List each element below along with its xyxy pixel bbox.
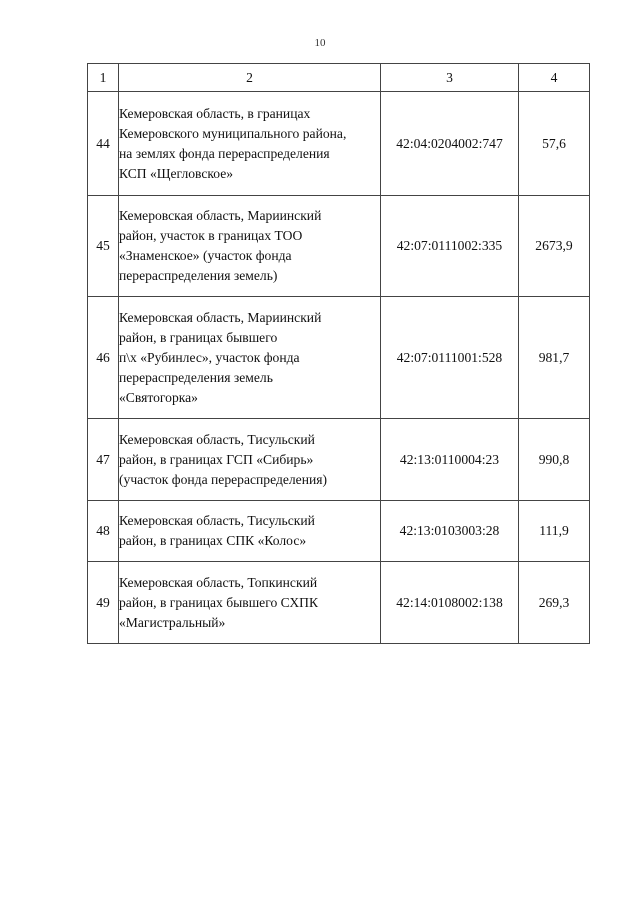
plot-area: 990,8 — [519, 419, 590, 501]
table-row — [88, 501, 590, 562]
table-row — [88, 196, 590, 297]
plot-location: Кемеровская область, в границах Кемеровского муниципального района, на землях фонда перераспределения КСП «Щегловское» — [119, 92, 381, 196]
table-row — [88, 92, 590, 196]
plot-location: Кемеровская область, Топкинский район, в границах бывшего СХПК «Магистральный» — [119, 562, 381, 644]
plot-area: 111,9 — [519, 501, 590, 562]
table-row — [88, 297, 590, 419]
cadastral-number: 42:13:0103003:28 — [381, 501, 519, 562]
table-row — [88, 562, 590, 644]
plot-area: 2673,9 — [519, 196, 590, 297]
page-number: 10 — [314, 37, 326, 49]
plot-location: Кемеровская область, Тисульский район, в границах СПК «Колос» — [119, 501, 381, 562]
plot-area: 981,7 — [519, 297, 590, 419]
cadastral-number: 42:14:0108002:138 — [381, 562, 519, 644]
table-header-row — [88, 64, 590, 92]
row-number: 44 — [88, 92, 119, 196]
cadastral-number: 42:04:0204002:747 — [381, 92, 519, 196]
cadastral-number: 42:07:0111002:335 — [381, 196, 519, 297]
column-header-4: 4 — [519, 64, 590, 92]
column-header-2: 2 — [119, 64, 381, 92]
table-row — [88, 419, 590, 501]
row-number: 45 — [88, 196, 119, 297]
row-number: 46 — [88, 297, 119, 419]
plot-location: Кемеровская область, Мариинский район, в границах бывшего п\х «Рубинлес», участок фонда перераспределения земель «Святогорка» — [119, 297, 381, 419]
column-header-1: 1 — [88, 64, 119, 92]
plot-area: 57,6 — [519, 92, 590, 196]
cadastral-number: 42:13:0110004:23 — [381, 419, 519, 501]
column-header-3: 3 — [381, 64, 519, 92]
cadastral-number: 42:07:0111001:528 — [381, 297, 519, 419]
plot-location: Кемеровская область, Мариинский район, участок в границах ТОО «Знаменское» (участок фонда перераспределения земель) — [119, 196, 381, 297]
row-number: 47 — [88, 419, 119, 501]
land-plots-table — [87, 63, 590, 644]
plot-area: 269,3 — [519, 562, 590, 644]
row-number: 48 — [88, 501, 119, 562]
plot-location: Кемеровская область, Тисульский район, в границах ГСП «Сибирь» (участок фонда перераспределения) — [119, 419, 381, 501]
row-number: 49 — [88, 562, 119, 644]
